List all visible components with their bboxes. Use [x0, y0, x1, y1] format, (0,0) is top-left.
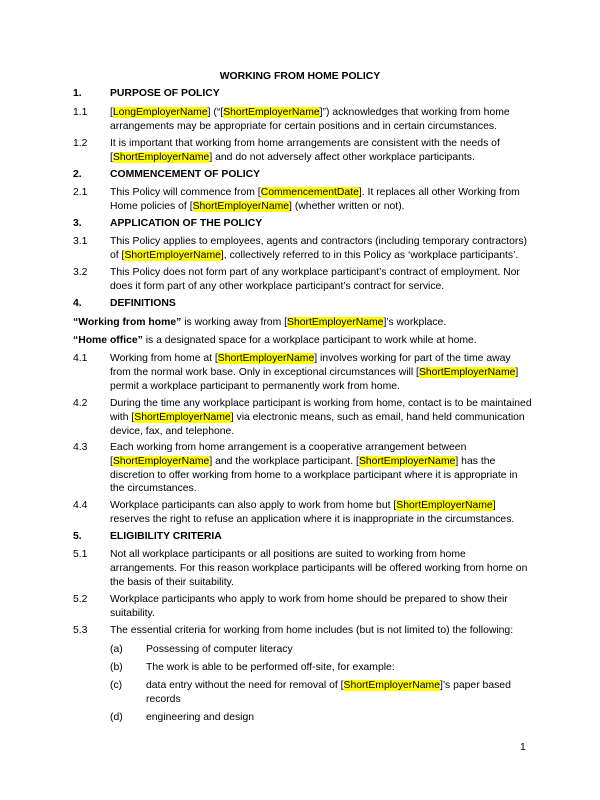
- clause-number: 2.1: [73, 187, 88, 198]
- clause-number: 5.1: [73, 549, 88, 560]
- placeholder-highlight: ShortEmployerName: [223, 107, 320, 118]
- definition-term: “Home office”: [73, 335, 143, 346]
- clause-text: It is important that working from home arrangements are consistent with the needs of [ShortEmployerName] and do not adversely affect other workplace participants.: [110, 138, 500, 163]
- list-item: Possessing of computer literacy: [146, 644, 293, 655]
- placeholder-highlight: ShortEmployerName: [217, 353, 315, 364]
- placeholder-highlight: ShortEmployerName: [112, 151, 210, 163]
- document-title: WORKING FROM HOME POLICY: [219, 71, 381, 82]
- section-number: 1.: [73, 88, 82, 99]
- clause-number: 3.2: [73, 267, 88, 278]
- clause-number: 4.4: [73, 500, 88, 511]
- section-heading: ELIGIBILITY CRITERIA: [110, 531, 222, 542]
- list-item: The work is able to be performed off-site, for example:: [146, 662, 395, 673]
- list-item-label: (d): [110, 712, 123, 723]
- placeholder-highlight: ShortEmployerName: [134, 411, 231, 423]
- list-item-label: (b): [110, 662, 123, 673]
- placeholder-highlight: ShortEmployerName: [358, 455, 456, 467]
- clause-text: This Policy applies to employees, agents and contractors (including temporary contractors) of [ShortEmployerName], collectively referred to in this Policy as ‘workplace participants’.: [110, 236, 527, 261]
- placeholder-highlight: ShortEmployerName: [396, 500, 493, 511]
- clause-number: 4.2: [73, 398, 88, 409]
- placeholder-highlight: ShortEmployerName: [418, 366, 516, 378]
- definition: “Working from home” is working away from [ShortEmployerName]’s workplace.: [73, 317, 447, 328]
- clause-number: 1.1: [73, 107, 88, 118]
- definition-term: “Working from home”: [73, 317, 182, 328]
- list-item-label: (c): [110, 680, 123, 691]
- clause-number: 4.1: [73, 353, 88, 364]
- section-heading: APPLICATION OF THE POLICY: [110, 218, 263, 229]
- clause-number: 5.2: [73, 594, 88, 605]
- placeholder-highlight: ShortEmployerName: [112, 455, 210, 467]
- placeholder-highlight: ShortEmployerName: [124, 249, 221, 261]
- placeholder-highlight: LongEmployerName: [112, 107, 208, 118]
- clause-number: 4.3: [73, 442, 88, 453]
- placeholder-highlight: ShortEmployerName: [287, 317, 384, 328]
- list-item: engineering and design: [146, 712, 255, 723]
- clause-text: During the time any workplace participant is working from home, contact is to be maintained with [ShortEmployerName] via electronic means, such as email, hand held communication device, fax, and telephone.: [110, 398, 532, 437]
- clause-text: Workplace participants who apply to work from home should be prepared to show their suitability.: [110, 594, 508, 619]
- definition: “Home office” is a designated space for a workplace participant to work while at home.: [73, 335, 477, 346]
- clause-text: [LongEmployerName] (“[ShortEmployerName]”) acknowledges that working from home arrangements may be appropriate for certain positions and in certain circumstances.: [110, 107, 510, 132]
- placeholder-highlight: ShortEmployerName: [343, 680, 440, 691]
- clause-number: 3.1: [73, 236, 88, 247]
- clause-text: Each working from home arrangement is a cooperative arrangement between [ShortEmployerName] and the workplace participant. [ShortEmployerName] has the discretion to offer working from home to a workplace participant where it is appropriate in the circumstances.: [110, 442, 518, 495]
- clause-number: 5.3: [73, 625, 88, 636]
- clause-text: This Policy will commence from [CommencementDate]. It replaces all other Working from Home policies of [ShortEmployerName] (whether written or not).: [110, 187, 520, 212]
- section-heading: COMMENCEMENT OF POLICY: [110, 169, 261, 180]
- list-item: data entry without the need for removal of [ShortEmployerName]’s paper based records: [146, 680, 511, 705]
- list-item-label: (a): [110, 644, 123, 655]
- placeholder-highlight: CommencementDate: [260, 187, 359, 198]
- section-number: 2.: [73, 169, 82, 180]
- clause-text: Working from home at [ShortEmployerName] involves working for part of the time away from the normal work base. Only in exceptional circumstances will [ShortEmployerName] permit a workplace participant to permanently work from home.: [110, 353, 519, 392]
- section-number: 4.: [73, 298, 82, 309]
- section-heading: PURPOSE OF POLICY: [110, 88, 220, 99]
- clause-text: Workplace participants can also apply to work from home but [ShortEmployerName] reserves the right to refuse an application where it is inappropriate in the circumstances.: [110, 500, 515, 525]
- section-number: 3.: [73, 218, 82, 229]
- clause-text: Not all workplace participants or all positions are suited to working from home arrangements. For this reason workplace participants will be offered working from home on the basis of their suitability.: [110, 549, 528, 588]
- placeholder-highlight: ShortEmployerName: [192, 200, 290, 212]
- page-number: 1: [520, 742, 526, 753]
- section-heading: DEFINITIONS: [110, 298, 176, 309]
- clause-number: 1.2: [73, 138, 88, 149]
- section-number: 5.: [73, 531, 82, 542]
- clause-text: This Policy does not form part of any workplace participant’s contract of employment. Nor does it form part of any other workplace participant’s contract for service.: [110, 267, 520, 292]
- clause-text: The essential criteria for working from home includes (but is not limited to) the following:: [110, 625, 514, 636]
